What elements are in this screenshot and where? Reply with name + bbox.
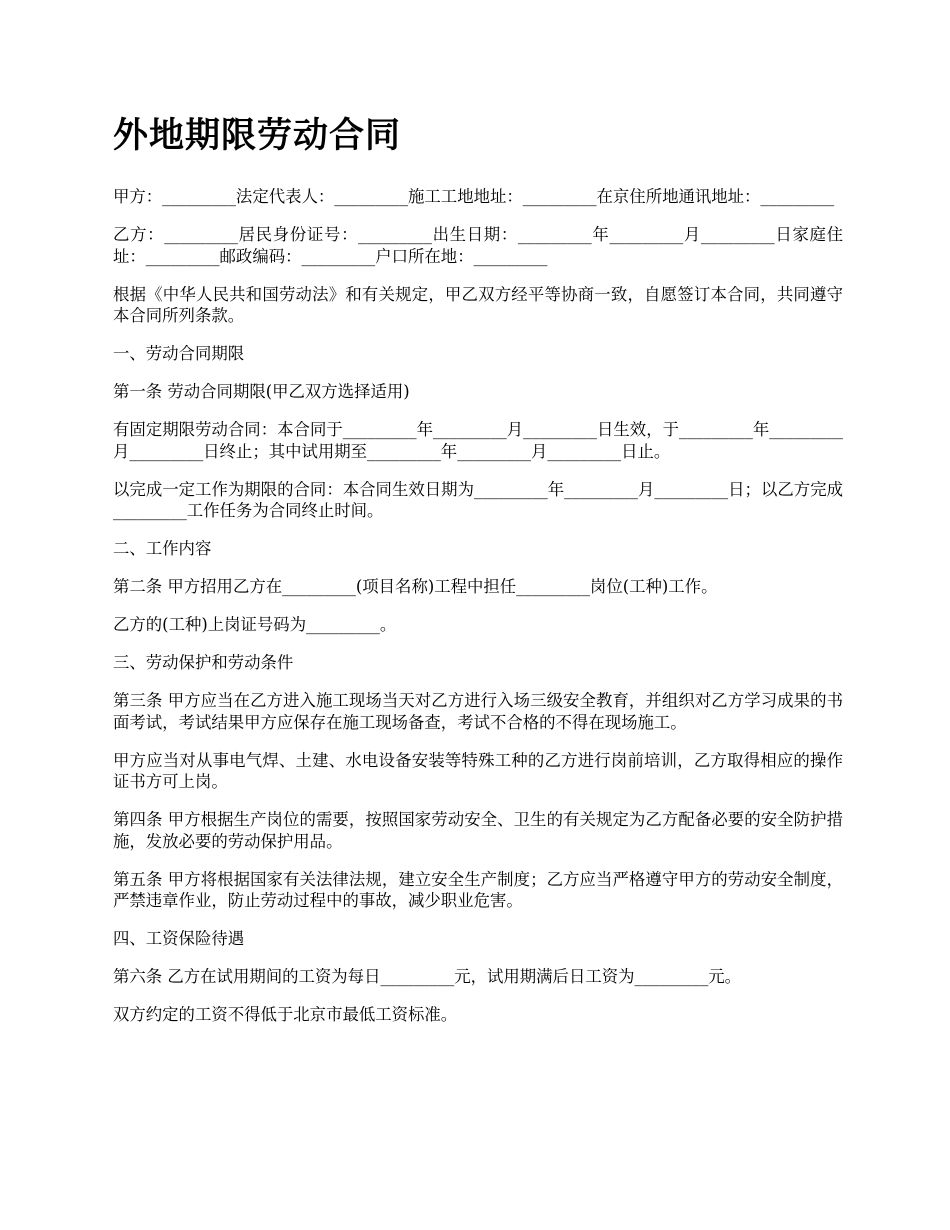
section-heading-work: 二、工作内容 [113, 539, 212, 558]
article-6: 第六条 乙方在试用期间的工资为每日_________元，试用期满后日工资为_________元。 [113, 967, 742, 986]
document-title: 外地期限劳动合同 [113, 115, 402, 156]
party-b-info: 乙方：_________居民身份证号：_________出生日期：_________年_________月_________日家庭住址：_________邮政编码：_________户口所在地：_________ [113, 225, 843, 266]
article-2: 第二条 甲方招用乙方在_________(项目名称)工程中担任_________岗位(工种)工作。 [113, 577, 718, 596]
section-heading-protection: 三、劳动保护和劳动条件 [113, 653, 294, 672]
article-5: 第五条 甲方将根据国家有关法律法规，建立安全生产制度；乙方应当严格遵守甲方的劳动安全制度，严禁违章作业，防止劳动过程中的事故，减少职业危害。 [113, 869, 843, 910]
minimum-wage-clause: 双方约定的工资不得低于北京市最低工资标准。 [113, 1005, 458, 1024]
task-term-clause: 以完成一定工作为期限的合同：本合同生效日期为_________年_________月_________日；以乙方完成_________工作任务为合同终止时间。 [113, 479, 843, 520]
article-3: 第三条 甲方应当在乙方进入施工现场当天对乙方进行入场三级安全教育，并组织对乙方学习成果的书面考试，考试结果甲方应保存在施工现场备查，考试不合格的不得在现场施工。 [113, 691, 843, 732]
section-heading-term: 一、劳动合同期限 [113, 344, 245, 363]
certificate-clause: 乙方的(工种)上岗证号码为_________。 [113, 615, 397, 634]
training-clause: 甲方应当对从事电气焊、土建、水电设备安装等特殊工种的乙方进行岗前培训，乙方取得相应的操作证书方可上岗。 [113, 750, 843, 791]
article-1: 第一条 劳动合同期限(甲乙双方选择适用) [113, 382, 410, 401]
fixed-term-clause: 有固定期限劳动合同：本合同于_________年_________月_________日生效，于_________年_________月_________日终止；其中试用期至_________年_________月_________日止。 [113, 420, 843, 461]
preamble: 根据《中华人民共和国劳动法》和有关规定，甲乙双方经平等协商一致，自愿签订本合同，共同遵守本合同所列条款。 [113, 284, 843, 325]
party-a-info: 甲方：_________法定代表人：_________施工工地地址：_________在京住所地通讯地址：_________ [113, 187, 835, 206]
document-page [113, 112, 843, 1042]
article-4: 第四条 甲方根据生产岗位的需要，按照国家劳动安全、卫生的有关规定为乙方配备必要的安全防护措施，发放必要的劳动保护用品。 [113, 810, 843, 851]
section-heading-wages: 四、工资保险待遇 [113, 929, 245, 948]
